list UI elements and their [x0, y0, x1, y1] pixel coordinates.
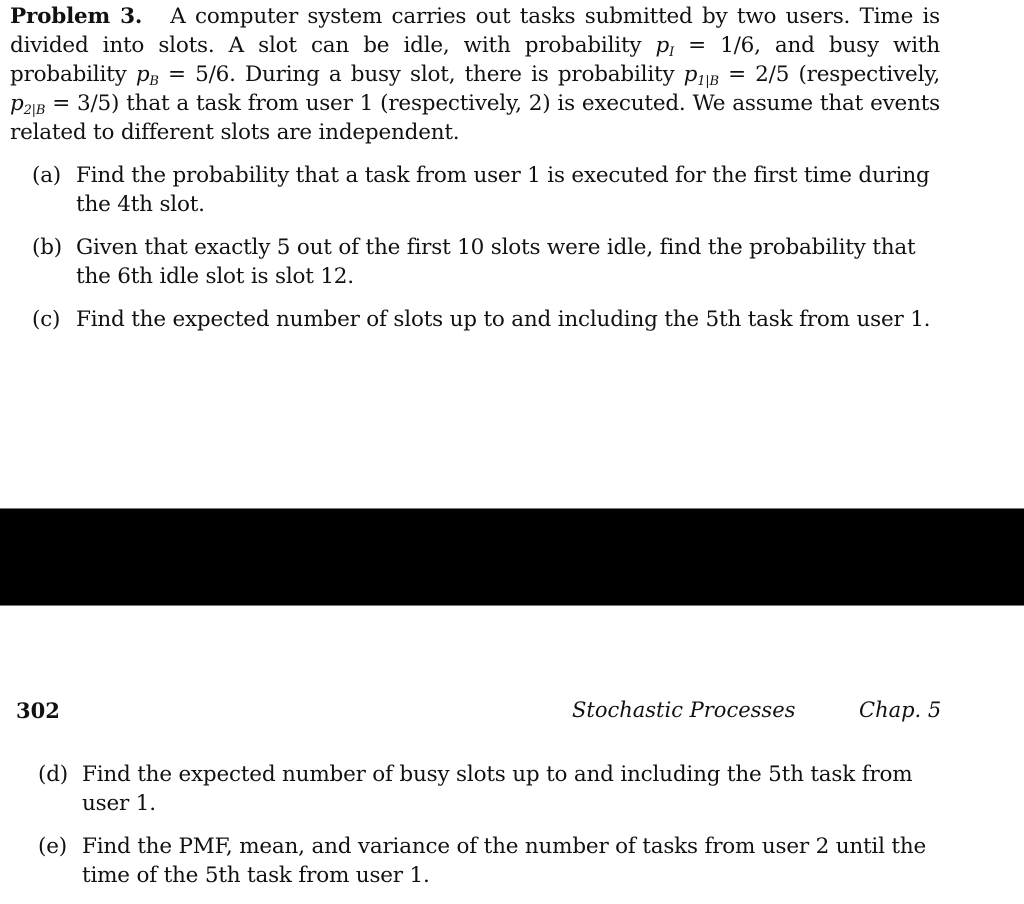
problem-statement [10, 2, 940, 147]
part-c-text: Find the expected number of slots up to and including the 5th task from user 1. [76, 307, 931, 332]
p-user2-subscript: 2|B [23, 103, 46, 118]
chapter-label: Chap. 5 [859, 698, 942, 722]
p-user2-symbol: p [10, 91, 24, 116]
parts-list-top [10, 161, 940, 334]
part-a [10, 161, 940, 219]
p-idle-symbol: p [655, 33, 670, 58]
p-idle-value: = 1/6, and busy with probability [10, 33, 941, 87]
p-busy-symbol: p [135, 62, 150, 87]
part-d [16, 760, 946, 818]
p-idle-subscript: I [669, 45, 675, 60]
part-d-text: Find the expected number of busy slots up to and including the 5th task from user 1. [82, 762, 913, 816]
part-e [16, 832, 946, 890]
part-e-label: (e) [38, 834, 67, 859]
problem-heading: Problem 3. [10, 4, 143, 29]
part-c [10, 305, 940, 334]
part-d-label: (d) [38, 762, 68, 787]
part-b [10, 233, 940, 291]
part-a-text: Find the probability that a task from user 1 is executed for the first time during the 4th slot. [76, 163, 930, 217]
page-number: 302 [16, 698, 60, 723]
page-bottom-section [16, 760, 946, 904]
page-top-section [10, 0, 940, 348]
part-b-text: Given that exactly 5 out of the first 10 slots were idle, find the probability that the 6th idle slot is slot 12. [76, 235, 916, 289]
redaction-bar [0, 508, 1024, 606]
p-user1-subscript: 1|B [697, 74, 719, 89]
intro-text-1: A computer system carries out tasks submitted by two users. Time is divided into slots. A slot can be idle, with probability [10, 4, 940, 58]
running-head [16, 698, 946, 728]
part-c-label: (c) [32, 307, 61, 332]
p-busy-subscript: B [149, 74, 159, 89]
p-user1-symbol: p [683, 62, 698, 87]
p-user2-value: = 3/5) that a task from user 1 (respectively, 2) is executed. We assume that events related to different slots are independent. [10, 91, 940, 145]
p-busy-value: = 5/6. During a busy slot, there is probability [158, 62, 684, 87]
part-a-label: (a) [32, 163, 61, 188]
part-b-label: (b) [32, 235, 62, 260]
p-user1-value: = 2/5 (respectively, [718, 62, 940, 87]
section-title: Stochastic Processes [572, 698, 796, 722]
part-e-text: Find the PMF, mean, and variance of the number of tasks from user 2 until the time of the 5th task from user 1. [82, 834, 927, 888]
